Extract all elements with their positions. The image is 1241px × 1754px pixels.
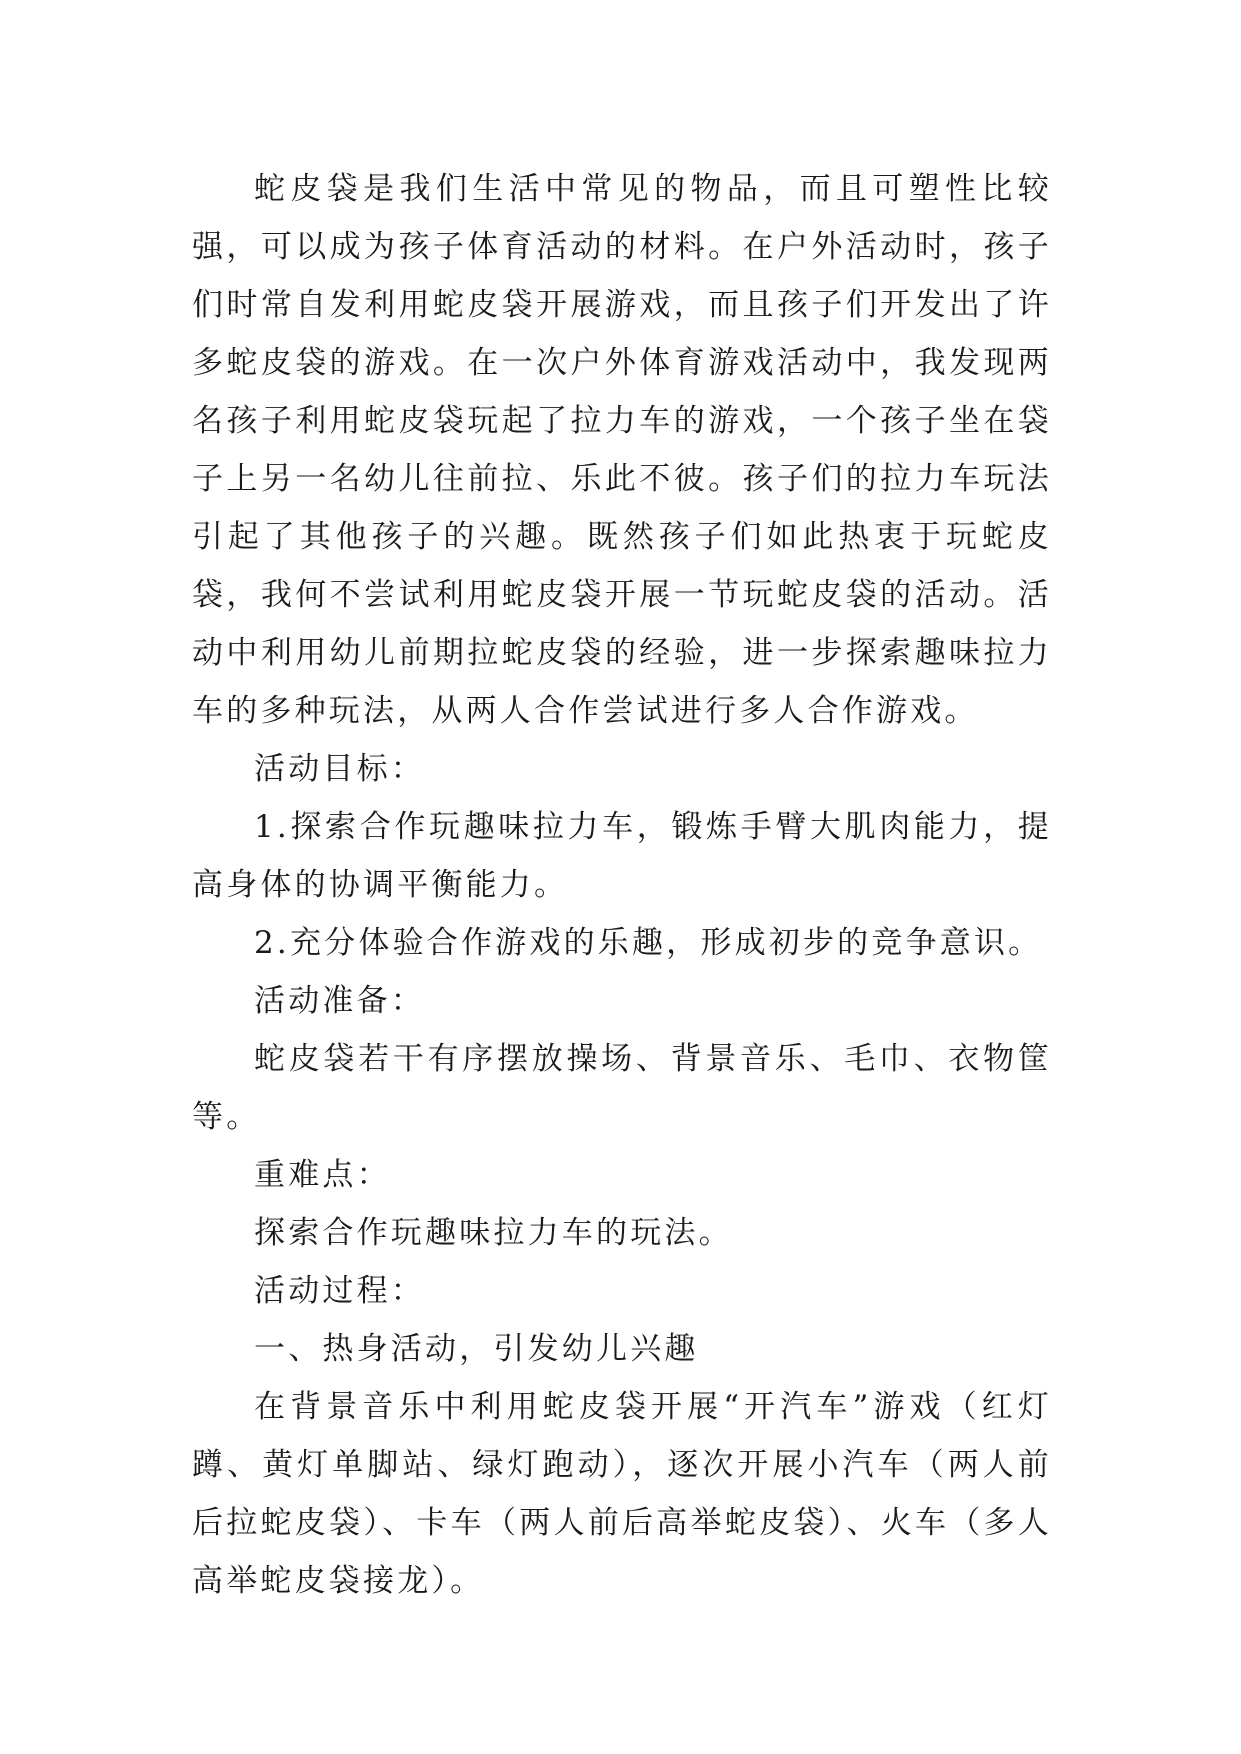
- section-heading-key-points: 重难点：: [254, 1157, 391, 1193]
- goal-item-1: 1.探索合作玩趣味拉力车，锻炼手臂大肌肉能力，提高身体的协调平衡能力。: [192, 809, 1052, 903]
- section-heading-process: 活动过程：: [254, 1273, 425, 1309]
- preparation-paragraph: 蛇皮袋若干有序摆放操场、背景音乐、毛巾、衣物筐等。: [192, 1041, 1052, 1135]
- section-heading-preparation: 活动准备：: [254, 983, 425, 1019]
- section-heading-goals: 活动目标：: [254, 751, 425, 787]
- document-body: [192, 160, 1052, 1610]
- key-points-paragraph: 探索合作玩趣味拉力车的玩法。: [254, 1215, 733, 1251]
- process-step-1-paragraph: 在背景音乐中利用蛇皮袋开展“开汽车”游戏（红灯蹲、黄灯单脚站、绿灯跑动），逐次开展小汽车（两人前后拉蛇皮袋）、卡车（两人前后高举蛇皮袋）、火车（多人高举蛇皮袋接龙）。: [192, 1389, 1052, 1599]
- process-step-1-heading: 一、热身活动，引发幼儿兴趣: [254, 1331, 699, 1367]
- goal-item-2: 2.充分体验合作游戏的乐趣，形成初步的竞争意识。: [254, 925, 1043, 961]
- intro-paragraph: 蛇皮袋是我们生活中常见的物品，而且可塑性比较强，可以成为孩子体育活动的材料。在户外活动时，孩子们时常自发利用蛇皮袋开展游戏，而且孩子们开发出了许多蛇皮袋的游戏。在一次户外体育游戏活动中，我发现两名孩子利用蛇皮袋玩起了拉力车的游戏，一个孩子坐在袋子上另一名幼儿往前拉、乐此不彼。孩子们的拉力车玩法引起了其他孩子的兴趣。既然孩子们如此热衷于玩蛇皮袋，我何不尝试利用蛇皮袋开展一节玩蛇皮袋的活动。活动中利用幼儿前期拉蛇皮袋的经验，进一步探索趣味拉力车的多种玩法，从两人合作尝试进行多人合作游戏。: [192, 171, 1052, 729]
